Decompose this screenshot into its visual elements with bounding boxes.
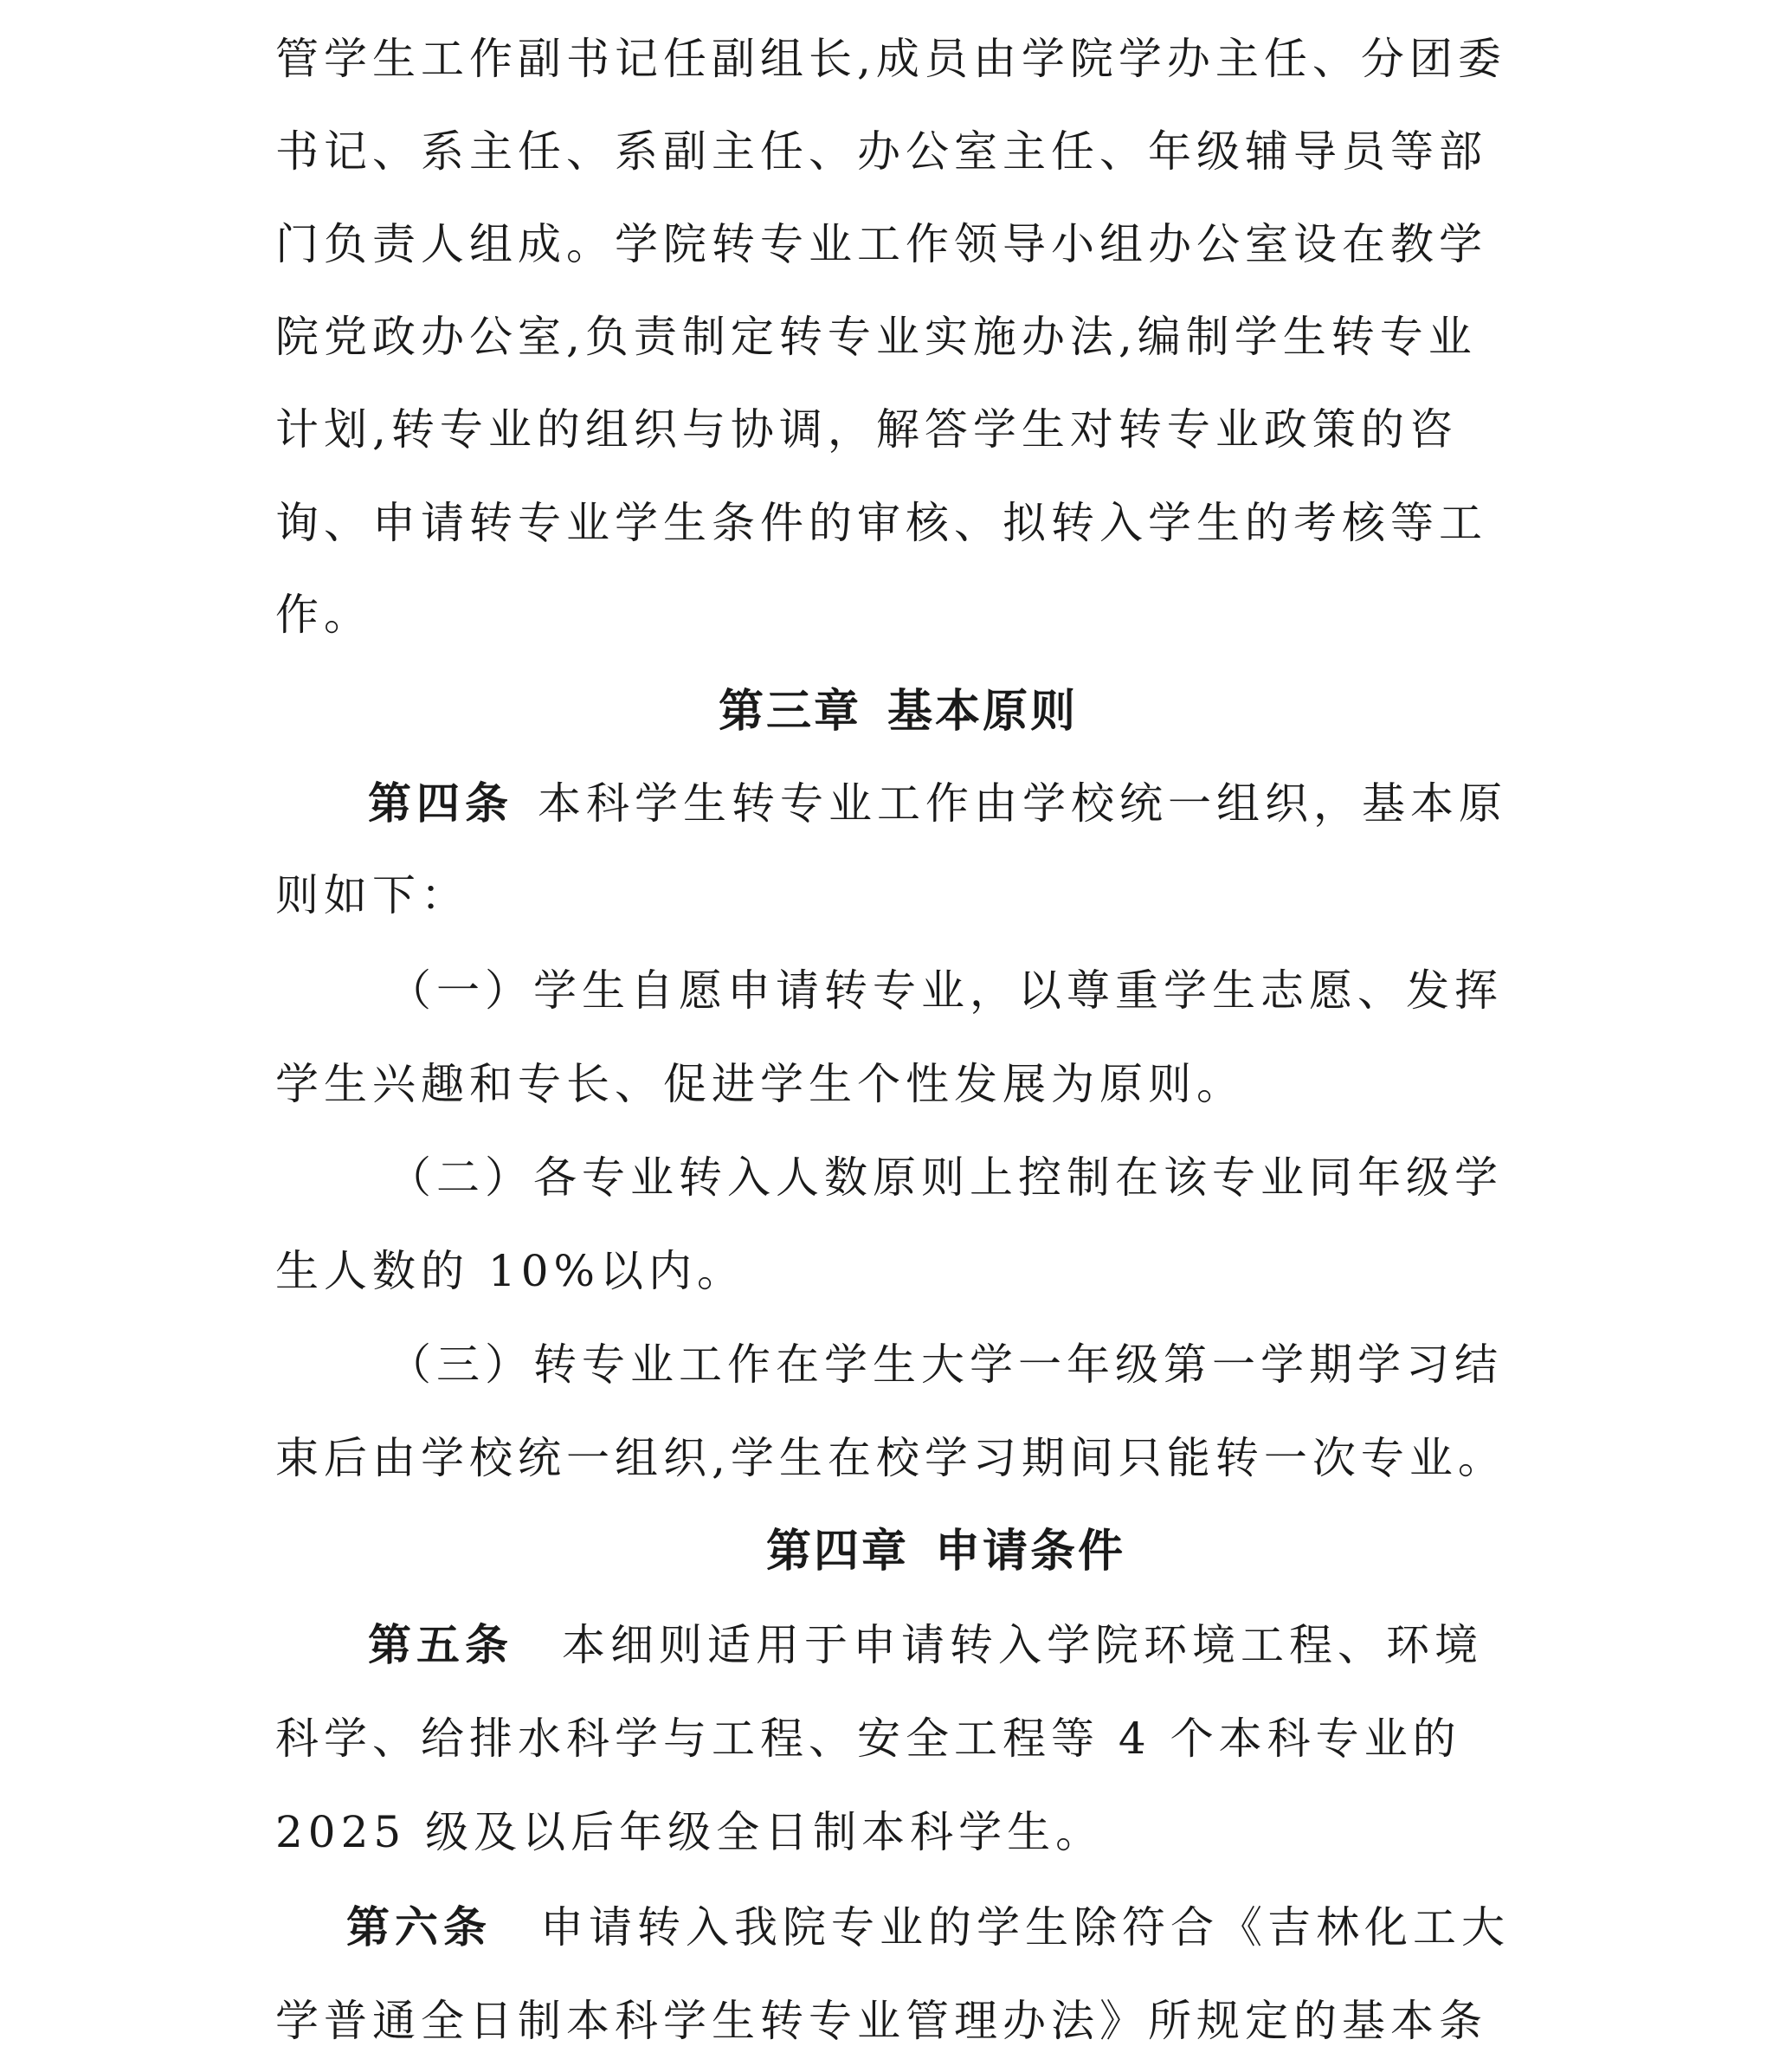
article-6-first-line bbox=[346, 1901, 1510, 1953]
chapter-heading bbox=[719, 686, 1078, 738]
paragraph-line: 询、申请转专业学生条件的审核、拟转入学生的考核等工 bbox=[275, 498, 1487, 548]
paragraph-line: 科学、给排水科学与工程、安全工程等 4 个本科专业的 bbox=[275, 1714, 1461, 1764]
paragraph-line: 院党政办公室,负责制定转专业实施办法,编制学生转专业 bbox=[275, 312, 1477, 362]
paragraph-line: 学普通全日制本科学生转专业管理办法》所规定的基本条 bbox=[275, 1996, 1487, 2046]
chapter-title: 申请条件 bbox=[935, 1525, 1126, 1578]
paragraph-line: 则如下： bbox=[275, 870, 469, 920]
list-item-line: 学生兴趣和专长、促进学生个性发展为原则。 bbox=[275, 1059, 1245, 1109]
chapter-title: 基本原则 bbox=[887, 685, 1079, 738]
article-text: 申请转入我院专业的学生除符合《吉林化工大 bbox=[540, 1902, 1510, 1953]
article-text: 本科学生转专业工作由学校统一组织，基本原 bbox=[538, 778, 1507, 829]
list-item-line: （二）各专业转入人数原则上控制在该专业同年级学 bbox=[388, 1152, 1503, 1203]
chapter-heading bbox=[766, 1526, 1125, 1578]
paragraph-line: 门负责人组成。学院转专业工作领导小组办公室设在教学 bbox=[275, 219, 1487, 269]
paragraph-line: 书记、系主任、系副主任、办公室主任、年级辅导员等部 bbox=[275, 126, 1487, 177]
article-5-first-line bbox=[368, 1619, 1483, 1671]
article-label: 第五条 bbox=[368, 1619, 513, 1670]
chapter-number: 第三章 bbox=[719, 685, 862, 738]
list-item-line: 束后由学校统一组织,学生在校学习期间只能转一次专业。 bbox=[275, 1433, 1506, 1483]
article-4-first-line bbox=[368, 778, 1507, 829]
chapter-number: 第四章 bbox=[766, 1525, 910, 1578]
list-item-line: （三）转专业工作在学生大学一年级第一学期学习结 bbox=[388, 1339, 1503, 1390]
article-label: 第六条 bbox=[346, 1901, 492, 1953]
paragraph-line: 管学生工作副书记任副组长,成员由学院学办主任、分团委 bbox=[275, 34, 1506, 84]
article-label: 第四条 bbox=[368, 778, 513, 829]
paragraph-line: 计划,转专业的组织与协调，解答学生对转专业政策的咨 bbox=[275, 404, 1458, 455]
paragraph-line: 作。 bbox=[275, 590, 372, 640]
article-text: 本细则适用于申请转入学院环境工程、环境 bbox=[562, 1620, 1483, 1670]
paragraph-line: 2025 级及以后年级全日制本科学生。 bbox=[275, 1807, 1105, 1857]
list-item-line: （一）学生自愿申请转专业，以尊重学生志愿、发挥 bbox=[388, 965, 1503, 1016]
list-item-line: 生人数的 10%以内。 bbox=[275, 1246, 746, 1296]
